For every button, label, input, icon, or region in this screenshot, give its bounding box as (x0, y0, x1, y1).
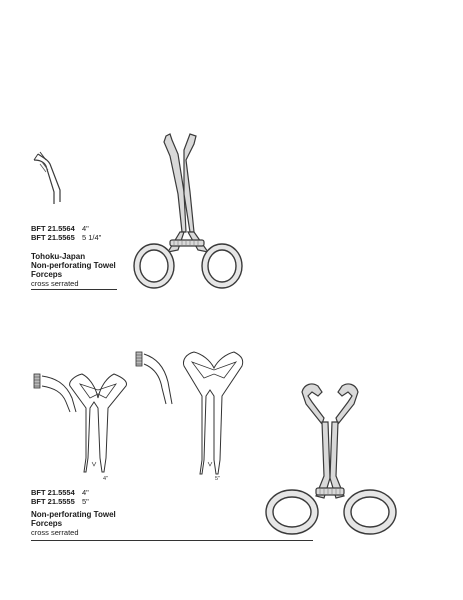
product-code: BFT 21.5555 (31, 497, 75, 506)
product-code-row (31, 224, 101, 233)
product-code-row (31, 497, 89, 506)
product-name-line: Forceps (31, 270, 63, 279)
product-code: BFT 21.5565 (31, 233, 75, 242)
forceps-illustration-1 (128, 132, 248, 297)
product-name-line: Non-perforating Towel (31, 510, 116, 519)
product-1-codes (31, 224, 101, 242)
product-name-line: Tohoku-Japan (31, 252, 86, 261)
product-code-row (31, 488, 89, 497)
product-size: 5" (82, 497, 89, 506)
product-2-name (31, 510, 116, 537)
forceps-illustration-2 (262, 378, 400, 540)
detail-label-5in: 5" (215, 476, 221, 482)
tip-detail-drawing-5in (132, 348, 250, 480)
divider-rule (31, 540, 313, 541)
product-description: cross serrated (31, 528, 79, 537)
product-code: BFT 21.5564 (31, 224, 75, 233)
product-description: cross serrated (31, 279, 79, 288)
tip-detail-drawing-4in (30, 362, 140, 480)
tip-detail-drawing-1 (30, 150, 75, 210)
product-code: BFT 21.5554 (31, 488, 75, 497)
product-name-line: Forceps (31, 519, 63, 528)
product-size: 4" (82, 488, 89, 497)
product-1-name (31, 252, 116, 288)
product-2-codes (31, 488, 89, 506)
product-size: 4" (82, 224, 89, 233)
detail-label-4in: 4" (103, 476, 109, 482)
divider-rule (31, 289, 117, 290)
product-name-line: Non-perforating Towel (31, 261, 116, 270)
product-code-row (31, 233, 101, 242)
product-size: 5 1/4" (82, 233, 102, 242)
